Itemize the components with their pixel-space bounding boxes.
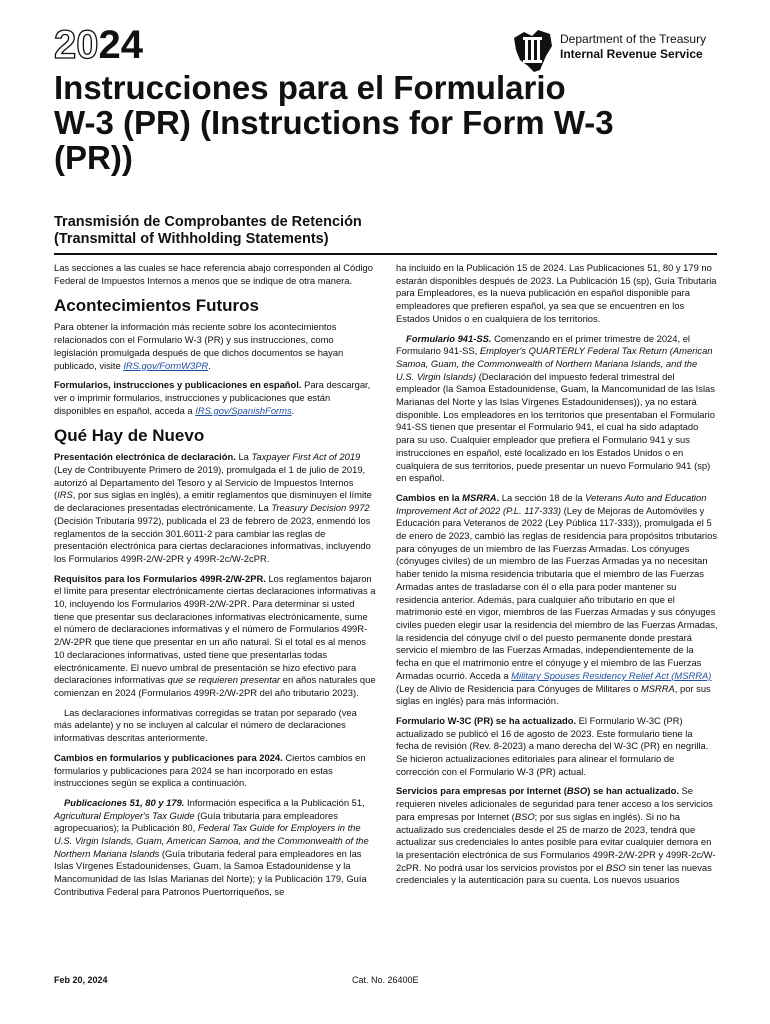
msrra-text: (Ley de Mejoras de Automóviles y Educación para Veteranos de 2022 (Ley Pública 117-333)), promulgada el 5 de enero de 2023, cambió las reglas de residencia para propósitos tributarios para cónyuges de un miembro de las Fuerzas Armadas. Los cónyuges (cónyuges civiles) de un miembro de las Fuerzas Armadas ya no necesitan haber tenido la misma residencia tributaria que el miembro de las Fuerzas Armadas antes de trasladarse con él o ella para poder mantener su residencia anterior. Además, para cualquier año tributario en que el matrimonio esté en vigor, miembros de las Fuerzas Armadas y sus cónyuges civiles pueden elegir usar la residencia del miembro de las Fuerzas Armadas, la residencia del cónyuge civil o del puesto permanente donde prestará servicio el miembro de las Fuerzas Armadas, independientemente de la fecha en que el matrimonio entre el cónyuge y el miembro de las Fuerzas Armadas ocurrió. Acceda a bbox=[396, 504, 718, 681]
year-bold: 24 bbox=[98, 23, 143, 67]
right-column bbox=[396, 262, 718, 894]
msrra-lead: Cambios en la MSRRA. bbox=[396, 491, 500, 503]
bso-lead-italic: BSO bbox=[566, 785, 588, 797]
efile-paragraph bbox=[54, 451, 376, 565]
form-941ss-paragraph bbox=[396, 333, 718, 485]
year-outline: 20 bbox=[54, 23, 99, 67]
spanishforms-link[interactable]: IRS.gov/SpanishForms bbox=[195, 404, 292, 416]
heading-whats-new: Qué Hay de Nuevo bbox=[54, 426, 205, 446]
changes-text: Ciertos cambios en formularios y publicaciones para 2024 se han incorporado en estas instrucciones según se explica a continuación. bbox=[54, 751, 366, 789]
msrra-text: (Ley de Alivio de Residencia para Cónyuges de Militares o bbox=[396, 682, 639, 694]
publications-text: (Guía tributaria para empleadores agropecuarios); la Publicación 80, bbox=[54, 809, 338, 834]
heading-future-developments: Acontecimientos Futuros bbox=[54, 296, 259, 316]
future-paragraph: Para obtener la información más reciente sobre los acontecimientos relacionados con el Formulario W-3 (PR) y sus instrucciones, como legislación promulgada después de que dichos documentos se hayan publicado, visite IRS.gov/FormW3PR. bbox=[54, 321, 344, 371]
left-column bbox=[54, 262, 376, 906]
efile-italic: IRS bbox=[57, 489, 73, 501]
msrra-italic: Veterans Auto and Education Improvement Act of 2022 (P.L. 117-333) bbox=[396, 491, 707, 516]
publications-italic: Federal Tax Guide for Employers in the U.S. Virgin Islands, Guam, American Samoa, and the Commonwealth of the Northern Mariana Islands bbox=[54, 822, 369, 859]
bso-lead-text: Servicios para empresas por Internet ( bbox=[396, 785, 567, 797]
w3c-lead: Formulario W-3C (PR) se ha actualizado. bbox=[396, 714, 577, 726]
efile-text: , por sus siglas en inglés), a emitir reglamentos que disminuyen el límite de declaraciones presentadas electrónicamente. La bbox=[54, 489, 372, 514]
irs-eagle-logo-icon bbox=[510, 26, 556, 74]
corrected-paragraph: Las declaraciones informativas corregidas se tratan por separado (vea más adelante) y no se incluyen al calcular el número de declaraciones informativas descritas anteriormente. bbox=[54, 706, 357, 744]
publications-italic: Agricultural Employer's Tax Guide bbox=[54, 809, 195, 821]
agency-block bbox=[560, 32, 706, 62]
catalog-number: Cat. No. 26400E bbox=[352, 975, 419, 985]
page-title: Instrucciones para el Formulario W-3 (PR) (Instructions for Form W-3 (PR)) bbox=[54, 69, 614, 176]
w3c-text: El Formulario W-3C (PR) actualizado se publicó el 16 de agosto de 2023. Este formulario tiene la fecha de revisión (Rev. 8-2023) a mano derecha del W-3C (PR) en negrilla. Se hicieron actualizaciones editoriales para alinear el formulario de corrección con el Formulario W-3 (PR) actual. bbox=[396, 714, 709, 777]
spanish-forms-paragraph: Formularios, instrucciones y publicaciones en español. Para descargar, ver o imprimir formularios, instrucciones y publicaciones que están disponibles en español, acceda a IRS.gov/SpanishForms. bbox=[54, 379, 371, 416]
publications-text: Información específica a la Publicación 51, bbox=[187, 796, 365, 808]
bso-italic: BSO bbox=[606, 861, 626, 873]
title-divider bbox=[54, 253, 717, 255]
bso-paragraph bbox=[396, 785, 718, 887]
requirements-italic: que se requieren presentar bbox=[167, 674, 281, 686]
bso-lead bbox=[396, 785, 679, 796]
msrra-link[interactable]: Military Spouses Residency Relief Act (MSRRA) bbox=[511, 669, 712, 681]
msrra-paragraph bbox=[396, 492, 718, 708]
msrra-text: , por sus siglas en inglés) para más información. bbox=[396, 682, 711, 707]
department-name: Department of the Treasury bbox=[560, 32, 707, 46]
efile-italic: Taxpayer First Act of 2019 bbox=[251, 451, 361, 463]
subtitle-line-2: (Transmittal of Withholding Statements) bbox=[54, 231, 329, 247]
publications-continued: ha incluido en la Publicación 15 de 2024. Las Publicaciones 51, 80 y 179 no estarán disponibles después de 2023. La Publicación 15 (sp), Guía Tributaria para Empleadores, es la nueva publicación en español disponible para empleadores que prefieren español, ya sea que se encuentren en los Estados Unidos o en cualquiera de los territorios. bbox=[396, 262, 717, 324]
efile-italic: Treasury Decision 9972 bbox=[271, 502, 370, 514]
form-941ss-italic: Employer's QUARTERLY Federal Tax Return (American Samoa, Guam, the Commonwealth of Northern Mariana Islands, and the U.S. Virgin Islands) bbox=[396, 345, 713, 382]
bso-lead-text: ) se han actualizado. bbox=[587, 785, 679, 797]
formw3pr-link[interactable]: IRS.gov/FormW3PR bbox=[123, 359, 209, 371]
msrra-text: La sección 18 de la bbox=[501, 491, 583, 503]
future-text: Para obtener la información más reciente sobre los acontecimientos relacionados con el Formulario W-3 (PR) y sus instrucciones, como legislación promulgada después de que dichos documentos se hayan publicado, visite bbox=[54, 321, 344, 371]
msrra-lead-italic: MSRRA bbox=[462, 491, 497, 503]
spanish-forms-lead: Formularios, instrucciones y publicaciones en español. bbox=[54, 379, 302, 391]
bso-text: sin tener las nuevas credenciales y la autenticación para su cuenta. Los nuevos usuarios bbox=[396, 861, 712, 886]
requirements-lead: Requisitos para los Formularios 499R-2/W-2PR. bbox=[54, 572, 266, 584]
efile-text: (Ley de Contribuyente Primero de 2019), promulgada el 1 de julio de 2019, autorizó al Departamento del Tesoro y al Servicio de Impuestos Internos ( bbox=[54, 464, 366, 501]
msrra-italic: MSRRA bbox=[640, 682, 675, 694]
bso-text: ; por sus siglas en inglés). Si no ha actualizado sus credenciales desde el 25 de marzo de 2023, tendrá que actualizar sus credenciales lo antes posible para evitar cualquier demora en la presentación electrónica de sus Formularios 499R-2/W-2PR y 499R-2c/W-2cPR. No podrá usar los servicios provistos por el bbox=[396, 810, 716, 873]
requirements-text: en años naturales que comienzan en 2024 (Formularios 499R-2/W-2PR del año tributario 2023). bbox=[54, 674, 376, 698]
form-941ss-lead: Formulario 941-SS. bbox=[406, 332, 492, 344]
form-year bbox=[54, 24, 143, 66]
intro-paragraph: Las secciones a las cuales se hace referencia abajo corresponden al Código Federal de Impuestos Internos a menos que se indique de otra manera. bbox=[54, 262, 373, 286]
efile-lead: Presentación electrónica de declaración. bbox=[54, 451, 236, 463]
page-subtitle bbox=[54, 214, 362, 248]
requirements-paragraph bbox=[54, 573, 376, 700]
publications-lead: Publicaciones 51, 80 y 179. bbox=[64, 796, 185, 808]
form-941ss-text: Comenzando en el primer trimestre de 2024, el Formulario 941-SS, bbox=[396, 332, 690, 357]
changes-lead: Cambios en formularios y publicaciones para 2024. bbox=[54, 751, 283, 763]
changes-paragraph bbox=[54, 752, 376, 790]
agency-name: Internal Revenue Service bbox=[560, 47, 703, 61]
msrra-lead-text: Cambios en la bbox=[396, 491, 460, 503]
subtitle-line-1: Transmisión de Comprobantes de Retención bbox=[54, 214, 362, 230]
requirements-text: Los reglamentos bajaron el límite para presentar electrónicamente ciertas declaraciones informativas a 10, incluyendo los Formularios 499R-2/W-2PR. Para determinar si usted tiene que presentar sus declaraciones informativas electrónicamente, sume el número de declaraciones informativas y el número de Formularios 499R-2/W-2PR que tiene que presentar en un año natural. Si el total es al menos 10 declaraciones informativas, usted tiene que presentarlas todas electrónicamente. El nuevo umbral de presentación se hizo efectivo para declaraciones informativas bbox=[54, 572, 376, 686]
efile-text: La bbox=[238, 451, 249, 463]
efile-text: (Decisión Tributaria 9972), publicada el 23 de febrero de 2023, enmendó los reglamentos de la sección 301.6011-2 para cambiar las reglas de presentación electrónica para ciertas declaraciones informativas, incluyendo los Formularios 499R-2/W-2PR y 499R-2c/W-2cPR. bbox=[54, 514, 371, 564]
form-941ss-text: (Declaración del impuesto federal trimestral del empleador (la Samoa Estadounidense, Guam, la Mancomunidad de las Islas Marianas del Norte y las Islas Vírgenes Estadounidenses)), ya no estará disponible. Los empleadores en los territorios que presentaban el Formulario 941-SS tienen que presentar el Formulario 941, el cual ha sido adaptado para su uso. Cualquier empleador que prefiera el Formulario 941 y sus instrucciones en español, esté localizado en los Estados Unidos o en cualquiera de sus territorios, puede presentar un nuevo Formulario 941 (sp) en español. bbox=[396, 370, 715, 484]
bso-text: Se requieren niveles adicionales de seguridad para tener acceso a los servicios para empresas por Internet ( bbox=[396, 785, 713, 822]
bso-italic: BSO bbox=[514, 810, 535, 822]
spanish-forms-text: Para descargar, ver o imprimir formularios, instrucciones y publicaciones que están disponibles en español, acceda a bbox=[54, 379, 371, 416]
revision-date: Feb 20, 2024 bbox=[54, 975, 108, 985]
publications-text: (Guía tributaria federal para empleadores en las Islas Vírgenes Estadounidenses, Guam, la Samoa Estadounidense y la Mancomunidad de las Islas Marianas del Norte); y la Publicación 179, Guía Contributiva Federal para Patronos Puertorriqueños, se bbox=[54, 847, 367, 897]
w3c-paragraph bbox=[396, 715, 718, 779]
publications-paragraph bbox=[54, 797, 376, 899]
